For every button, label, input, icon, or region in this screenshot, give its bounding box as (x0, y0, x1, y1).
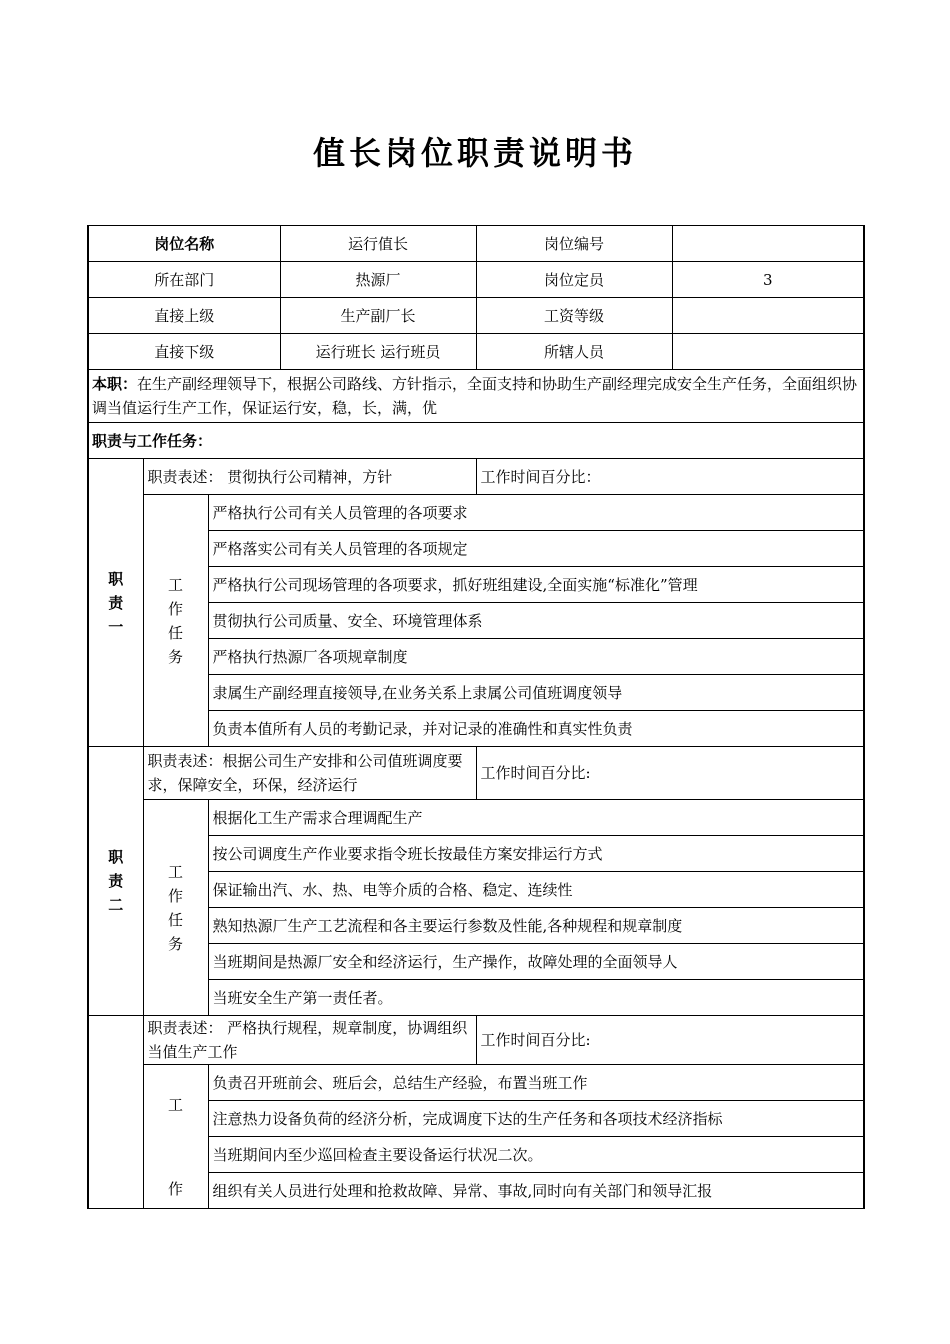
direct-subordinate-value: 运行班长 运行班员 (280, 334, 476, 370)
duty-3-desc-row (88, 1016, 864, 1065)
duty-summary (88, 370, 864, 423)
department-label: 所在部门 (88, 262, 280, 298)
duty-3-time-percentage-label: 工作时间百分比: (476, 1016, 864, 1065)
salary-grade-label: 工资等级 (476, 298, 672, 334)
duty-1-desc-row (88, 459, 864, 495)
duty-3-task-1: 负责召开班前会、班后会，总结生产经验，布置当班工作 (208, 1065, 864, 1101)
duty-1-task-3: 严格执行公司现场管理的各项要求，抓好班组建设,全面实施“标准化”管理 (208, 567, 864, 603)
position-code-value (672, 226, 864, 262)
duty-2-task-3: 保证输出汽、水、热、电等介质的合格、稳定、连续性 (208, 872, 864, 908)
salary-grade-value (672, 298, 864, 334)
basic-row-1 (88, 226, 864, 262)
duty-1-description: 职责表述： 贯彻执行公司精神，方针 (143, 459, 476, 495)
managed-staff-label: 所辖人员 (476, 334, 672, 370)
duty-summary-row (88, 370, 864, 423)
duty-2-description: 职责表述：根据公司生产安排和公司值班调度要求，保障安全，环保，经济运行 (143, 747, 476, 800)
duty-summary-label: 本职： (92, 375, 138, 393)
position-name-label: 岗位名称 (88, 226, 280, 262)
duty-2-task-6: 当班安全生产第一责任者。 (208, 980, 864, 1016)
duty-1-task-1: 严格执行公司有关人员管理的各项要求 (208, 495, 864, 531)
position-code-label: 岗位编号 (476, 226, 672, 262)
duty-3-task-2: 注意热力设备负荷的经济分析，完成调度下达的生产任务和各项技术经济指标 (208, 1101, 864, 1137)
duty-2-task-5: 当班期间是热源厂安全和经济运行，生产操作，故障处理的全面领导人 (208, 944, 864, 980)
duty-2-task-2: 按公司调度生产作业要求指令班长按最佳方案安排运行方式 (208, 836, 864, 872)
duty-3-task-label: 工 作 (143, 1065, 208, 1209)
duties-header-row (88, 423, 864, 459)
department-value: 热源厂 (280, 262, 476, 298)
headcount-value: 3 (672, 262, 864, 298)
duty-3-task-3: 当班期间内至少巡回检查主要设备运行状况二次。 (208, 1137, 864, 1173)
page-title: 值长岗位职责说明书 (312, 134, 637, 172)
duty-2-task-4: 熟知热源厂生产工艺流程和各主要运行参数及性能,各种规程和规章制度 (208, 908, 864, 944)
headcount-label: 岗位定员 (476, 262, 672, 298)
duty-3-description: 职责表述： 严格执行规程，规章制度，协调组织当值生产工作 (143, 1016, 476, 1065)
duty-1-task-2: 严格落实公司有关人员管理的各项规定 (208, 531, 864, 567)
duty-1-task-6: 隶属生产副经理直接领导,在业务关系上隶属公司值班调度领导 (208, 675, 864, 711)
basic-row-4 (88, 334, 864, 370)
duty-2-task-row (88, 800, 864, 836)
duty-1-task-4: 贯彻执行公司质量、安全、环境管理体系 (208, 603, 864, 639)
duty-3-task-row (88, 1065, 864, 1101)
duty-summary-text: 在生产副经理领导下，根据公司路线、方针指示，全面支持和协助生产副经理完成安全生产任务，全面组织协调当值运行生产工作，保证运行安，稳，长，满，优 (92, 375, 858, 417)
basic-row-2 (88, 262, 864, 298)
duty-3-task-4: 组织有关人员进行处理和抢救故障、异常、事故,同时向有关部门和领导汇报 (208, 1173, 864, 1209)
duty-3-label (88, 1016, 143, 1209)
duties-header: 职责与工作任务： (88, 423, 864, 459)
duty-1-task-label: 工 作 任 务 (143, 495, 208, 747)
position-name-value: 运行值长 (280, 226, 476, 262)
duty-2-label: 职 责 二 (88, 747, 143, 1016)
duty-2-task-label: 工 作 任 务 (143, 800, 208, 1016)
duty-2-task-1: 根据化工生产需求合理调配生产 (208, 800, 864, 836)
basic-row-3 (88, 298, 864, 334)
duty-1-time-percentage-label: 工作时间百分比： (476, 459, 864, 495)
duty-2-desc-row (88, 747, 864, 800)
duty-2-time-percentage-label: 工作时间百分比: (476, 747, 864, 800)
duty-1-label: 职 责 一 (88, 459, 143, 747)
job-description-table (87, 225, 865, 1209)
direct-subordinate-label: 直接下级 (88, 334, 280, 370)
managed-staff-value (672, 334, 864, 370)
duty-1-task-row (88, 495, 864, 531)
direct-superior-value: 生产副厂长 (280, 298, 476, 334)
direct-superior-label: 直接上级 (88, 298, 280, 334)
duty-1-task-7: 负责本值所有人员的考勤记录，并对记录的准确性和真实性负责 (208, 711, 864, 747)
duty-1-task-5: 严格执行热源厂各项规章制度 (208, 639, 864, 675)
